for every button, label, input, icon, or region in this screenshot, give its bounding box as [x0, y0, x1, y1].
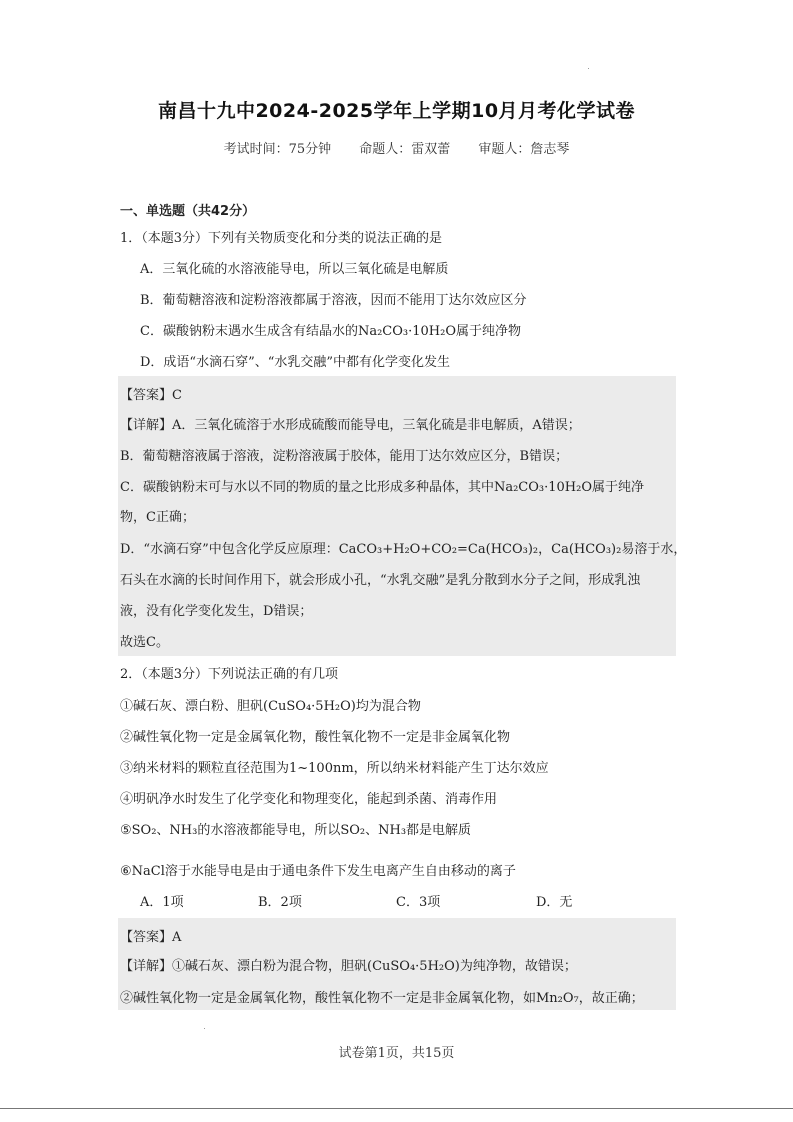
- question-1-explanation-line: 故选C。: [120, 635, 169, 650]
- scan-dot: [588, 68, 589, 69]
- question-2-explanation-line: 【详解】①碱石灰、漂白粉为混合物，胆矾(CuSO₄·5H₂O)为纯净物，故错误；: [120, 959, 577, 974]
- question-2-item: ④明矾净水时发生了化学变化和物理变化，能起到杀菌、消毒作用: [120, 792, 498, 807]
- question-1-option-d: D．成语“水滴石穿”、“水乳交融”中都有化学变化发生: [140, 355, 451, 370]
- exam-time: 考试时间：75分钟: [223, 142, 332, 157]
- question-2-item: ⑤SO₂、NH₃的水溶液都能导电，所以SO₂、NH₃都是电解质: [120, 823, 472, 838]
- question-1-explanation-line: 物，C正确；: [120, 510, 195, 525]
- question-2-item: ②碱性氧化物一定是金属氧化物，酸性氧化物不一定是非金属氧化物: [120, 730, 511, 745]
- page-footer: 试卷第1页，共15页: [338, 1046, 455, 1061]
- exam-info: [0, 138, 793, 157]
- scan-dot: [204, 1028, 205, 1029]
- question-2-explanation-line: ②碱性氧化物一定是金属氧化物，酸性氧化物不一定是非金属氧化物，如Mn₂O₇，故正确；: [120, 991, 644, 1006]
- question-2-item: ⑥NaCl溶于水能导电是由于通电条件下发生电离产生自由移动的离子: [120, 864, 516, 879]
- question-2-item: ③纳米材料的颗粒直径范围为1~100nm，所以纳米材料能产生丁达尔效应: [120, 761, 549, 776]
- question-2-stem: 2．（本题3分）下列说法正确的有几项: [120, 667, 339, 682]
- question-1-option-b: B．葡萄糖溶液和淀粉溶液都属于溶液，因而不能用丁达尔效应区分: [140, 293, 527, 308]
- bottom-rule: [0, 1108, 793, 1109]
- question-2-choice-c: C．3项: [396, 895, 441, 910]
- exam-reviewer: 审题人：詹志琴: [478, 142, 570, 157]
- question-1-explanation-line: 【详解】A．三氧化硫溶于水形成硫酸而能导电，三氧化硫是非电解质，A错误；: [120, 418, 581, 433]
- question-1-explanation-line: B．葡萄糖溶液属于溶液，淀粉溶液属于胶体，能用丁达尔效应区分，B错误；: [120, 449, 569, 464]
- question-2-choice-a: A．1项: [140, 895, 184, 910]
- question-2-item: ①碱石灰、漂白粉、胆矾(CuSO₄·5H₂O)均为混合物: [120, 699, 421, 714]
- question-2-choice-b: B．2项: [258, 895, 302, 910]
- question-1-explanation-line: C．碳酸钠粉末可与水以不同的物质的量之比形成多种晶体，其中Na₂CO₃·10H₂O属于纯净: [120, 480, 644, 495]
- question-2-answer: 【答案】A: [120, 930, 182, 945]
- question-1-stem: 1．（本题3分）下列有关物质变化和分类的说法正确的是: [120, 231, 443, 246]
- question-1-option-c: C．碳酸钠粉末遇水生成含有结晶水的Na₂CO₃·10H₂O属于纯净物: [140, 324, 521, 339]
- exam-author: 命题人：雷双蕾: [359, 142, 451, 157]
- page-title: 南昌十九中2024-2025学年上学期10月月考化学试卷: [157, 100, 636, 122]
- question-1-explanation-line: D．“水滴石穿”中包含化学反应原理：CaCO₃+H₂O+CO₂=Ca(HCO₃)₂，Ca(HCO₃)₂易溶于水，: [120, 542, 687, 557]
- question-1-explanation-line: 液，没有化学变化发生，D错误；: [120, 604, 313, 619]
- question-2-choice-d: D．无: [536, 895, 573, 910]
- question-1-option-a: A．三氧化硫的水溶液能导电，所以三氧化硫是电解质: [140, 262, 449, 277]
- question-1-explanation-line: 石头在水滴的长时间作用下，就会形成小孔，“水乳交融”是乳分散到水分子之间，形成乳浊: [120, 573, 641, 588]
- section-title: 一、单选题（共42分）: [120, 204, 256, 219]
- question-1-answer: 【答案】C: [120, 388, 182, 403]
